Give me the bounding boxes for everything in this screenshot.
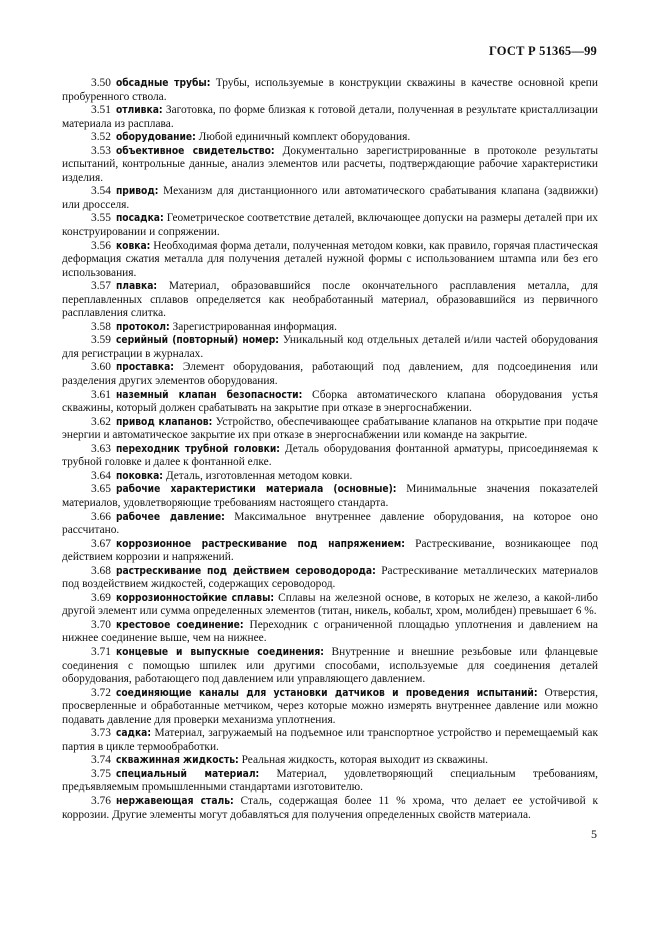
entry-term: ковка: — [115, 240, 151, 252]
entry-definition: Заготовка, по форме близкая к готовой детали, полученная в результате кристаллизации материала из расплава. — [62, 104, 598, 130]
entry-term: привод клапанов: — [115, 416, 213, 428]
definition-entry — [62, 389, 598, 416]
entry-definition: Реальная жидкость, которая выходит из скважины. — [241, 754, 488, 767]
entry-number: 3.72 — [91, 686, 111, 699]
entry-number: 3.69 — [91, 591, 111, 604]
entry-term: концевые и выпускные соединения: — [115, 646, 324, 658]
entry-definition: Максимальное внутреннее давление оборудования, на которое оно рассчитано. — [62, 510, 598, 537]
definition-entry — [62, 443, 598, 470]
entry-definition: Уникальный код отдельных деталей и/или частей оборудования для регистрации в журналах. — [62, 334, 598, 360]
entry-definition: Растрескивание металлических материалов под воздействием жидкостей, содержащих сероводород. — [62, 564, 599, 591]
definition-entry — [62, 592, 598, 619]
entry-term: соединяющие каналы для установки датчиков и проведения испытаний: — [115, 687, 538, 699]
entry-number: 3.60 — [91, 361, 111, 374]
definition-entry — [62, 470, 598, 484]
entry-term: привод: — [115, 186, 159, 198]
definition-entry — [62, 240, 598, 281]
entry-term: оборудование: — [115, 132, 196, 144]
entry-definition: Деталь оборудования фонтанной арматуры, присоединяемая к трубной головке и далее к фонтанной елке. — [62, 442, 598, 469]
entry-number: 3.71 — [91, 645, 111, 658]
entry-term: крестовое соединение: — [115, 619, 244, 631]
entry-definition: Зарегистрированная информация. — [172, 320, 338, 333]
entry-number: 3.52 — [91, 131, 111, 144]
entry-number: 3.75 — [91, 767, 111, 780]
entry-term: нержавеющая сталь: — [115, 795, 234, 807]
entry-term: отливка: — [115, 105, 163, 117]
entry-term: скважинная жидкость: — [115, 755, 239, 767]
entry-term: садка: — [115, 728, 152, 740]
entry-definition: Материал, образовавшийся после окончательного расплавления металла, для переплавленных сплавов определяется как необработанный материал, образовавшийся из первичного расплавления слитка. — [62, 280, 598, 320]
entry-term: серийный (повторный) номер: — [115, 335, 279, 347]
entry-definition: Деталь, изготовленная методом ковки. — [165, 469, 353, 482]
entry-number: 3.54 — [91, 185, 111, 198]
entry-number: 3.53 — [91, 144, 111, 157]
definition-entry — [62, 538, 598, 565]
entry-term: посадка: — [115, 213, 164, 225]
entry-definition: Любой единичный комплект оборудования. — [198, 131, 411, 144]
entry-definition: Минимальные значения показателей материалов, удовлетворяющие требованиям настоящего стандарта. — [62, 483, 599, 509]
entry-definition: Сталь, содержащая более 11 % хрома, что делает ее устойчивой к коррозии. Другие элементы могут добавляться для получения определенных свойств материала. — [62, 794, 598, 821]
entry-number: 3.76 — [91, 794, 111, 807]
entry-definition: Переходник с ограниченной площадью уплотнения и давлением на нижнее соединение выше, чем на нижнее. — [62, 618, 598, 645]
entry-term: переходник трубной головки: — [115, 443, 280, 455]
definition-entry — [62, 131, 598, 145]
entry-number: 3.55 — [91, 212, 111, 225]
entry-number: 3.73 — [91, 727, 111, 740]
entry-definition: Документально зарегистрированные в протоколе результаты испытаний, контрольные данные, анализ элементов или расчеты, подтверждающие рабочие характеристики изделия. — [62, 144, 598, 184]
entry-definition: Сплавы на железной основе, в которых не железо, а какой-либо другой элемент или сумма определенных элементов (титан, никель, кобальт, хром, молибден) превышает 6 %. — [62, 591, 598, 618]
definition-entry — [62, 334, 598, 361]
definition-entry — [62, 619, 598, 646]
entry-term: растрескивание под действием сероводорода: — [115, 565, 376, 577]
definition-entry — [62, 416, 598, 443]
entry-number: 3.62 — [91, 415, 111, 428]
definition-entry — [62, 145, 598, 186]
definition-entry — [62, 687, 598, 728]
page-number: 5 — [591, 827, 597, 841]
definition-entry — [62, 646, 598, 687]
standard-header: ГОСТ Р 51365—99 — [488, 44, 597, 58]
entry-number: 3.61 — [91, 388, 111, 401]
entry-definition: Материал, загружаемый на подъемное или транспортное устройство и перемещаемый как партия в цикле термообработки. — [62, 727, 598, 753]
entry-number: 3.57 — [91, 280, 111, 293]
definition-entry — [62, 280, 598, 321]
entry-number: 3.74 — [91, 754, 111, 767]
entry-term: плавка: — [115, 281, 158, 293]
entry-definition: Растрескивание, возникающее под действием коррозии и напряжений. — [62, 537, 598, 564]
definition-entry — [62, 795, 598, 822]
definition-entry — [62, 77, 598, 104]
entry-number: 3.68 — [91, 564, 111, 577]
entry-term: обсадные трубы: — [115, 78, 211, 89]
entry-definition: Геометрическое соответствие деталей, включающее допуски на размеры деталей при их конструировании и сопряжении. — [62, 212, 598, 239]
definition-entry — [62, 185, 598, 212]
definition-entry — [62, 104, 598, 131]
definition-entry — [62, 754, 598, 768]
definition-entry — [62, 511, 598, 538]
entry-number: 3.65 — [91, 483, 111, 496]
definition-entry — [62, 361, 598, 388]
entry-definition: Материал, удовлетворяющий специальным требованиям, предъявляемым промышленными стандартами изготовителю. — [62, 767, 598, 794]
entry-number: 3.59 — [91, 334, 111, 347]
entry-term: протокол: — [115, 321, 170, 333]
entry-definition: Механизм для дистанционного или автоматического срабатывания клапана (задвижки) или дросселя. — [62, 185, 598, 211]
definition-entry — [62, 483, 598, 510]
definition-entry — [62, 212, 598, 239]
entry-definition: Устройство, обеспечивающее срабатывание клапанов на открытие при подаче энергии и автоматическое закрытие их при отказе в энергоснабжении или команде на закрытие. — [62, 415, 598, 442]
entry-number: 3.63 — [91, 442, 111, 455]
entry-number: 3.50 — [91, 77, 111, 89]
entry-definition: Сборка автоматического клапана оборудования устья скважины, который должен срабатывать на закрытие при отказе в энергоснабжении. — [62, 388, 598, 415]
definition-entry — [62, 727, 598, 754]
entry-number: 3.58 — [91, 320, 111, 333]
entry-number: 3.70 — [91, 618, 111, 631]
entry-definition: Отверстия, просверленные и обработанные метчиком, через которые можно измерять внутреннее давление или можно подавать давление для проверки механизма уплотнения. — [62, 686, 598, 726]
entry-number: 3.51 — [91, 104, 111, 117]
entry-number: 3.56 — [91, 239, 111, 252]
entry-term: объективное свидетельство: — [115, 145, 275, 157]
definition-entry — [62, 768, 598, 795]
entry-definition: Элемент оборудования, работающий под давлением, для подсоединения или разделения других элементов оборудования. — [62, 361, 598, 388]
entry-number: 3.66 — [91, 510, 111, 523]
entry-number: 3.64 — [91, 469, 111, 482]
entry-term: коррозионное растрескивание под напряжением: — [115, 538, 405, 550]
entry-term: проставка: — [115, 362, 174, 374]
entry-term: рабочее давление: — [115, 511, 225, 523]
entry-definition: Внутренние и внешние резьбовые или фланцевые соединения с помощью шпилек или другими способами, используемые для соединения деталей оборудования, работающего под давлением или управляющего давлением. — [62, 645, 598, 686]
entry-definition: Трубы, используемые в конструкции скважины в качестве основной крепи пробуренного ствола. — [62, 77, 598, 103]
entry-number: 3.67 — [91, 537, 111, 550]
entry-term: наземный клапан безопасности: — [115, 389, 303, 401]
definitions-list — [62, 77, 598, 822]
definition-entry — [62, 321, 598, 335]
entry-term: специальный материал: — [115, 768, 260, 780]
entry-term: коррозионностойкие сплавы: — [115, 592, 275, 604]
entry-term: рабочие характеристики материала (основные): — [115, 484, 397, 496]
entry-definition: Необходимая форма детали, полученная методом ковки, как правило, горячая пластическая деформация сжатия металла для получения деталей нужной формы с использованием штампа или без его использования. — [62, 239, 598, 279]
entry-term: поковка: — [115, 470, 163, 482]
definition-entry — [62, 565, 598, 592]
